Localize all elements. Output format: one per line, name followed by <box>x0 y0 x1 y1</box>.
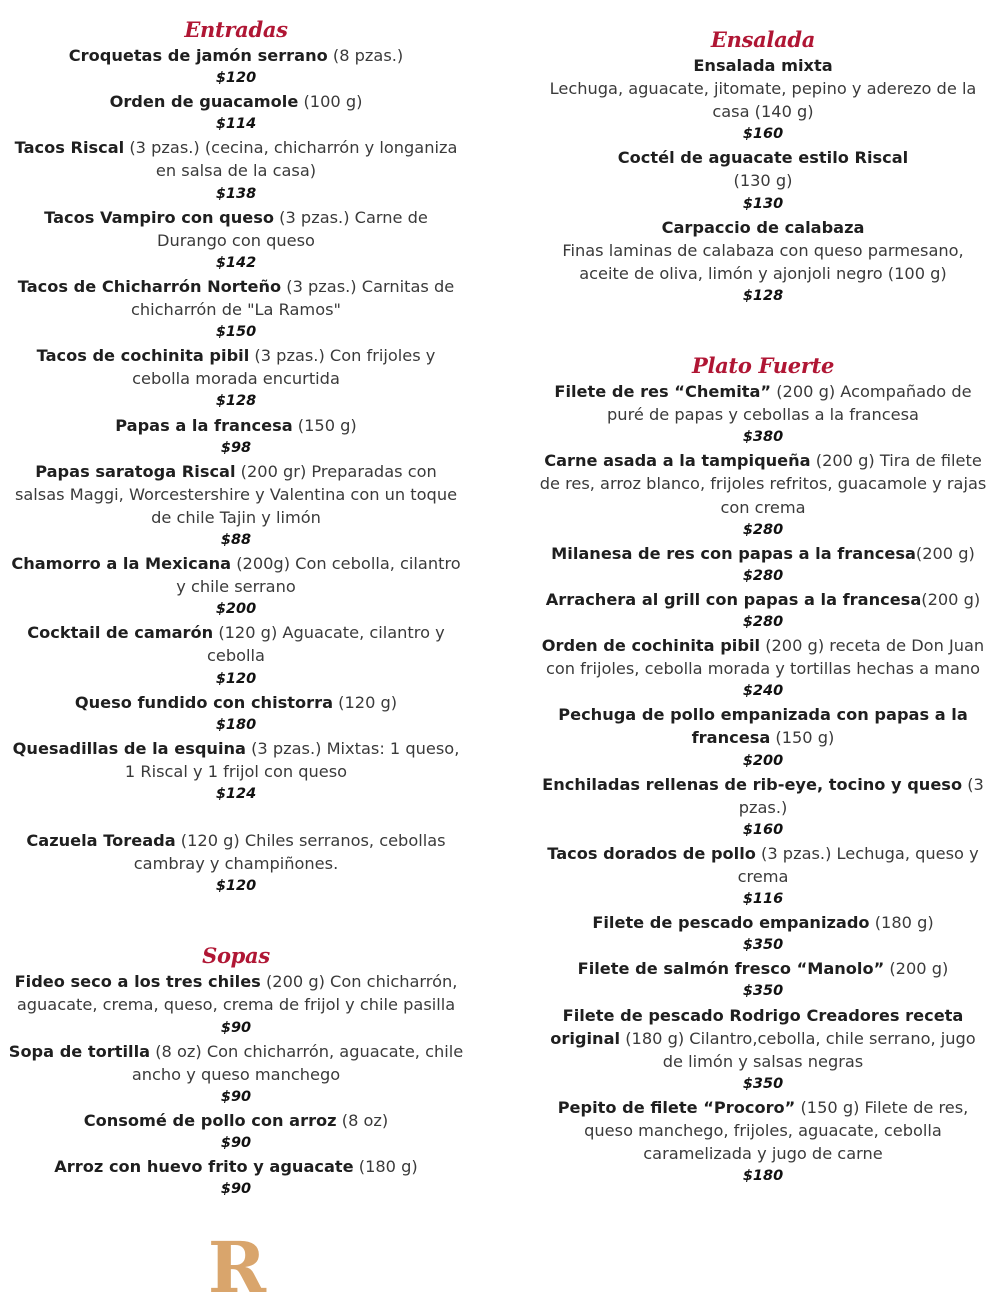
menu-item-price: $138 <box>215 185 257 202</box>
menu-item <box>538 703 988 772</box>
menu-item-name: Carpaccio de calabaza <box>661 217 865 237</box>
menu-item-price: $124 <box>215 786 257 802</box>
menu-item-desc: (200 g) receta de Don Juan con frijoles, cebolla morada y tortillas hechas a mano <box>545 636 985 679</box>
menu-item-price: $280 <box>742 521 784 538</box>
menu-item <box>8 1040 464 1109</box>
menu-item-price: $142 <box>215 254 257 271</box>
menu-item <box>8 90 464 136</box>
menu-item-price: $380 <box>742 429 784 446</box>
menu-item <box>538 842 988 911</box>
riscal-logo-icon <box>192 1230 282 1300</box>
menu-item-price: $350 <box>742 937 784 954</box>
menu-item-name: Croquetas de jamón serrano <box>68 46 328 65</box>
menu-item <box>8 136 464 205</box>
menu-item-desc: (200 g) <box>915 543 975 563</box>
menu-item-desc: (200 gr) Preparadas con salsas Maggi, Worcestershire y Valentina con un toque de chile Tajin y limón <box>14 461 458 527</box>
menu-item <box>8 414 464 460</box>
menu-item-price: $180 <box>742 1168 784 1185</box>
menu-item-name: Filete de salmón fresco “Manolo” <box>577 959 885 979</box>
menu-item-desc: (120 g) Chiles serranos, cebollas cambray y champiñones. <box>133 831 446 874</box>
section-title-ensalada: Ensalada <box>710 27 816 52</box>
menu-item-price: $240 <box>742 683 784 700</box>
menu-item-name: Coctél de aguacate estilo Riscal <box>617 148 909 168</box>
menu-item-desc: (200 g) <box>884 959 949 979</box>
plato-fuerte-list <box>538 380 988 1188</box>
menu-item-price: $90 <box>220 1135 252 1152</box>
menu-item-price: $90 <box>220 1088 252 1105</box>
menu-item-price: $280 <box>742 613 784 630</box>
menu-item-desc: Lechuga, aguacate, jitomate, pepino y aderezo de la casa (140 g) <box>549 79 977 122</box>
menu-item <box>538 54 988 146</box>
menu-item-desc: (3 pzas.) Lechuga, queso y crema <box>737 843 979 886</box>
menu-item-desc: (3 pzas.) Carnitas de chicharrón de "La Ramos" <box>131 276 455 320</box>
menu-item-desc: (130 g) <box>733 171 793 191</box>
menu-item <box>538 588 988 634</box>
menu-item <box>538 773 988 842</box>
menu-item <box>8 691 464 737</box>
menu-item-name: Enchiladas rellenas de rib-eye, tocino y queso <box>542 774 963 794</box>
menu-item-name: Orden de guacamole <box>109 92 299 112</box>
menu-item-desc: (150 g) Filete de res, queso manchego, frijoles, aguacate, cebolla caramelizada y jugo de carne <box>584 1097 969 1164</box>
menu-item-name: Sopa de tortilla <box>8 1041 151 1061</box>
menu-item-price: $120 <box>215 878 257 895</box>
menu-item-name: Cocktail de camarón <box>27 623 214 643</box>
menu-item-name: Tacos dorados de pollo <box>547 843 756 863</box>
menu-item-desc: (200g) Con cebolla, cilantro y chile serrano <box>176 554 461 597</box>
menu-item-desc: (8 oz) Con chicharrón, aguacate, chile ancho y queso manchego <box>131 1041 464 1084</box>
menu-item-desc: (3 pzas.) Carne de Durango con queso <box>157 207 428 250</box>
menu-item-desc: (200 g) Acompañado de puré de papas y cebollas a la francesa <box>607 382 972 425</box>
menu-item-price: $180 <box>215 716 257 733</box>
ensalada-list <box>538 54 988 308</box>
menu-item-name: Arrachera al grill con papas a la francesa <box>545 589 922 609</box>
menu-item-desc: (150 g) <box>770 728 835 748</box>
menu-item-desc: (3 pzas.) <box>738 774 984 817</box>
menu-item-price: $116 <box>742 891 784 908</box>
menu-item-name: Tacos Riscal <box>14 138 125 158</box>
menu-item-price: $90 <box>220 1019 252 1036</box>
menu-item-price: $128 <box>215 393 257 410</box>
menu-item-desc: (8 pzas.) <box>327 46 404 65</box>
menu-item-name: Filete de res “Chemita” <box>554 382 772 402</box>
menu-item-price: $128 <box>742 287 784 304</box>
menu-item <box>538 1004 988 1096</box>
menu-item <box>538 542 988 588</box>
menu-item-desc: (100 g) <box>298 92 363 112</box>
section-title-plato-fuerte: Plato Fuerte <box>691 353 835 379</box>
menu-item-price: $114 <box>215 116 257 133</box>
menu-item-price: $90 <box>220 1181 252 1198</box>
menu-item-name: Quesadillas de la esquina <box>12 738 246 758</box>
menu-item-name: Filete de pescado Rodrigo Creadores receta original <box>550 1005 964 1048</box>
menu-item-desc: Finas laminas de calabaza con queso parmesano, aceite de oliva, limón y ajonjoli negro (100 g) <box>562 240 964 283</box>
menu-item-price: $150 <box>215 324 257 341</box>
menu-item-name: Tacos Vampiro con queso <box>44 207 275 227</box>
menu-item-price: $280 <box>742 567 784 584</box>
menu-item <box>8 970 464 1039</box>
menu-item <box>8 737 464 806</box>
right-column <box>538 0 988 1188</box>
menu-item-desc: (200 g) <box>921 589 981 609</box>
menu-item <box>8 1155 464 1201</box>
logo-letter: R <box>207 1230 267 1300</box>
menu-item <box>8 621 464 690</box>
menu-item <box>538 957 988 1003</box>
menu-item-desc: (200 g) Con chicharrón, aguacate, crema, queso, crema de frijol y chile pasilla <box>16 972 458 1015</box>
menu-item-price: $200 <box>742 752 784 769</box>
menu-item-desc: (3 pzas.) Con frijoles y cebolla morada encurtida <box>132 346 436 389</box>
menu-item-desc: (120 g) Aguacate, cilantro y cebolla <box>207 623 445 666</box>
menu-item <box>8 552 464 621</box>
section-title-sopas: Sopas <box>202 943 270 969</box>
menu-item-name: Fideo seco a los tres chiles <box>14 972 261 992</box>
menu-item <box>8 206 464 275</box>
menu-item-name: Pechuga de pollo empanizada con papas a la francesa <box>558 705 968 748</box>
menu-item <box>8 44 464 90</box>
menu-item <box>538 1096 988 1188</box>
menu-item-price: $120 <box>215 70 257 87</box>
entradas-list <box>8 44 464 898</box>
menu-item-name: Chamorro a la Mexicana <box>11 554 232 574</box>
menu-item-price: $88 <box>220 531 252 548</box>
menu-item-desc: (200 g) Tira de filete de res, arroz blanco, frijoles refritos, guacamole y rajas con crema <box>539 451 987 517</box>
menu-item <box>8 829 464 898</box>
menu-item-name: Tacos de cochinita pibil <box>36 346 250 366</box>
menu-item-name: Cazuela Toreada <box>26 831 176 851</box>
menu-item-name: Filete de pescado empanizado <box>592 913 870 933</box>
menu-item-name: Papas a la francesa <box>115 415 293 435</box>
menu-item <box>538 146 988 215</box>
menu-item-desc: (3 pzas.) (cecina, chicharrón y longaniza en salsa de la casa) <box>124 138 458 181</box>
menu-item-name: Consomé de pollo con arroz <box>83 1110 337 1130</box>
menu-item <box>8 344 464 413</box>
menu-item-name: Papas saratoga Riscal <box>35 461 236 481</box>
menu-item <box>538 449 988 541</box>
menu-item-price: $350 <box>742 983 784 1000</box>
menu-item-price: $130 <box>742 195 784 212</box>
menu-item-price: $120 <box>215 670 257 687</box>
menu-item <box>8 275 464 344</box>
menu-item <box>8 460 464 552</box>
menu-item-name: Milanesa de res con papas a la francesa <box>551 543 916 563</box>
menu-item-price: $160 <box>742 126 784 143</box>
menu-item-name: Orden de cochinita pibil <box>541 636 761 656</box>
menu-item <box>538 216 988 308</box>
menu-item-name: Ensalada mixta <box>693 56 833 75</box>
menu-item-name: Pepito de filete “Procoro” <box>557 1097 796 1117</box>
menu-item-desc: (3 pzas.) Mixtas: 1 queso, 1 Riscal y 1 frijol con queso <box>124 738 460 781</box>
menu-item-desc: (180 g) Cilantro,cebolla, chile serrano, jugo de limón y salsas negras <box>620 1028 976 1071</box>
left-column <box>8 0 464 1201</box>
menu-item <box>538 634 988 703</box>
menu-item-name: Arroz con huevo frito y aguacate <box>54 1157 354 1177</box>
menu-item-price: $200 <box>215 601 257 618</box>
menu-item-price: $350 <box>742 1075 784 1092</box>
menu-item-name: Queso fundido con chistorra <box>74 692 334 712</box>
menu-item <box>538 911 988 957</box>
menu-item-price: $98 <box>220 439 252 456</box>
menu-item <box>538 380 988 449</box>
section-title-entradas: Entradas <box>184 17 288 42</box>
menu-item-name: Tacos de Chicharrón Norteño <box>17 276 282 296</box>
menu-item-price: $160 <box>742 821 784 838</box>
menu-item-desc: (180 g) <box>353 1157 418 1177</box>
menu-item-name: Carne asada a la tampiqueña <box>544 451 811 471</box>
sopas-list <box>8 970 464 1201</box>
menu-item <box>8 1109 464 1155</box>
menu-item-desc: (120 g) <box>333 692 398 712</box>
menu-item-desc: (8 oz) <box>336 1110 389 1130</box>
menu-item-desc: (150 g) <box>292 415 357 435</box>
menu-item-desc: (180 g) <box>869 913 934 933</box>
